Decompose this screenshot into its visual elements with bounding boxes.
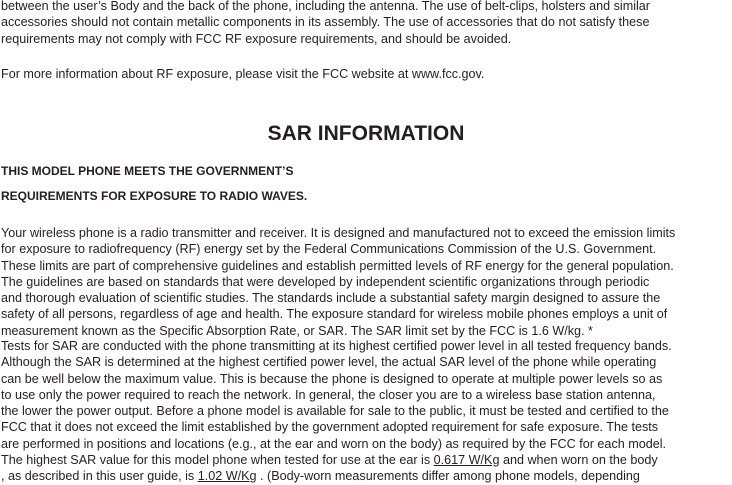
tests-line: can be well below the maximum value. This is because the phone is designed to operate at multiple power levels so as [1, 371, 663, 386]
tests-line: the lower the power output. Before a phone model is available for sale to the public, it must be tested and certified to the [1, 404, 669, 419]
subheading-line-1: THIS MODEL PHONE MEETS THE GOVERNMENT’S [1, 164, 294, 178]
ear-sar-value: 0.617 W/Kg [433, 453, 500, 468]
wireless-line: measurement known as the Specific Absorption Rate, or SAR. The SAR limit set by the FCC is 1.6 W/kg. * [1, 323, 593, 338]
wireless-line: for exposure to radiofrequency (RF) energy set by the Federal Communications Commission of the U.S. Government. [1, 242, 657, 257]
tests-line: to use only the power required to reach the network. In general, the closer you are to a wireless base station antenna, [1, 387, 656, 402]
body-sar-prefix: , as described in this user guide, is [1, 469, 198, 484]
body-sar-value: 1.02 W/Kg [197, 469, 257, 484]
wireless-line: Your wireless phone is a radio transmitter and receiver. It is designed and manufactured not to exceed the emission limits [1, 226, 676, 240]
intro-line: accessories should not contain metallic components in its assembly. The use of accessories that do not satisfy these [1, 15, 650, 30]
subheading-line-2: REQUIREMENTS FOR EXPOSURE TO RADIO WAVES. [1, 189, 308, 203]
body-sar-suffix: . (Body-worn measurements differ among phone models, depending [256, 469, 640, 484]
tests-line: Tests for SAR are conducted with the phone transmitting at its highest certified power level in all tested frequency bands. [1, 339, 672, 353]
tests-line: Although the SAR is determined at the highest certified power level, the actual SAR level of the phone while operating [1, 355, 657, 370]
intro-paragraph [1, 0, 732, 47]
wireless-line: safety of all persons, regardless of age and health. The exposure standard for wireless mobile phones employs a unit of [1, 307, 668, 322]
wireless-line: The guidelines are based on standards that were developed by independent scientific organizations through periodic [1, 274, 650, 289]
intro-line: between the user’s Body and the back of the phone, including the antenna. The use of belt-clips, holsters and similar [1, 0, 650, 13]
more-info-paragraph: For more information about RF exposure, please visit the FCC website at www.fcc.gov. [1, 67, 485, 81]
tests-line: FCC that it does not exceed the limit established by the government adopted requirement for safe exposure. The tests [1, 420, 659, 435]
wireless-line: and thorough evaluation of scientific studies. The standards include a substantial safety margin designed to assure the [1, 291, 661, 306]
tests-line: are performed in positions and locations (e.g., at the ear and worn on the body) as required by the FCC for each model. [1, 436, 667, 451]
wireless-line: These limits are part of comprehensive guidelines and establish permitted levels of RF energy for the general population. [1, 258, 674, 273]
wireless-paragraph [1, 225, 732, 339]
tests-paragraph [1, 338, 732, 485]
ear-sar-suffix: and when worn on the body [499, 453, 658, 468]
intro-line: requirements may not comply with FCC RF exposure requirements, and should be avoided. [1, 31, 512, 46]
section-title: SAR INFORMATION [267, 122, 465, 145]
ear-sar-prefix: The highest SAR value for this model phone when tested for use at the ear is [1, 453, 434, 468]
